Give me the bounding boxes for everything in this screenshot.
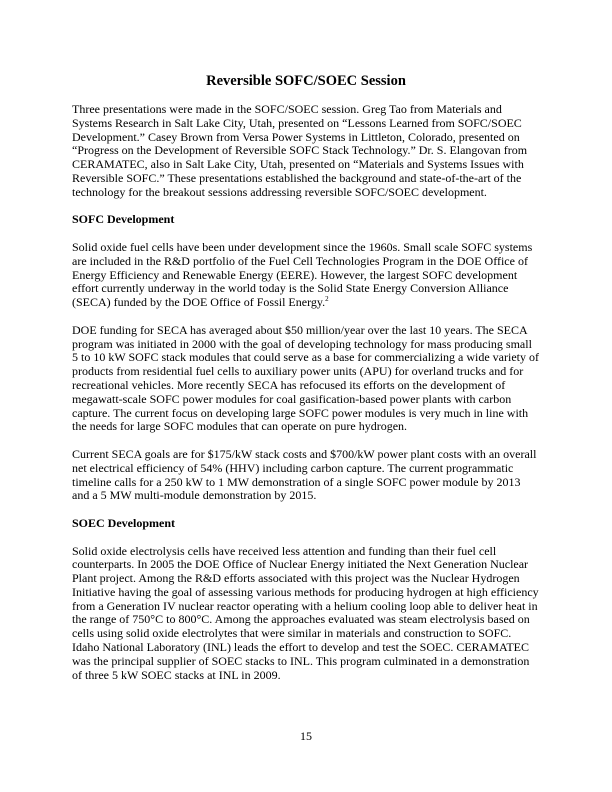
text-line: technology for the breakout sessions addressing reversible SOFC/SOEC development.	[72, 184, 487, 199]
sofc-paragraph-3	[72, 448, 552, 503]
text-line: cells using solid oxide electrolytes that were similar in materials and construction to SOFC.	[72, 626, 512, 641]
sofc-paragraph-2	[72, 324, 552, 434]
text-line: Reversible SOFC.” These presentations established the background and state-of-the-art of the	[72, 170, 522, 185]
text-line: program was initiated in 2000 with the goal of developing technology for mass producing small	[72, 336, 532, 351]
text-line: the needs for large SOFC modules that can operate on pure hydrogen.	[72, 419, 408, 434]
text-line: 5 to 10 kW SOFC stack modules that could serve as a base for commercializing a wide variety of	[72, 350, 539, 365]
text-line: Current SECA goals are for $175/kW stack costs and $700/kW power plant costs with an overall	[72, 446, 537, 461]
text-line: Systems Research in Salt Lake City, Utah, presented on “Lessons Learned from SOFC/SOEC	[72, 115, 522, 130]
text-line: Plant project. Among the R&D efforts associated with this project was the Nuclear Hydrogen	[72, 571, 520, 586]
text-line: effort currently underway in the world today is the Solid State Energy Conversion Alliance	[72, 281, 509, 296]
text-line: DOE funding for SECA has averaged about $50 million/year over the last 10 years. The SECA	[72, 322, 528, 337]
text-line: Development.” Casey Brown from Versa Power Systems in Littleton, Colorado, presented on	[72, 129, 520, 144]
text-line: recreational vehicles. More recently SECA has refocused its efforts on the development of	[72, 377, 506, 392]
text-line: “Progress on the Development of Reversible SOFC Stack Technology.” Dr. S. Elangovan from	[72, 143, 528, 158]
document-body	[72, 103, 552, 696]
text-line: capture. The current focus on developing large SOFC power modules is very much in line with	[72, 405, 529, 420]
footnote-reference: 2	[325, 295, 329, 304]
soec-paragraph-1	[72, 545, 552, 683]
text-line: Idaho National Laboratory (INL) leads the effort to develop and test the SOEC. CERAMATEC	[72, 640, 530, 655]
text-line: of three 5 kW SOEC stacks at INL in 2009.	[72, 667, 281, 682]
text-line: CERAMATEC, also in Salt Lake City, Utah, presented on “Materials and Systems Issues with	[72, 157, 524, 172]
text-line: (SECA) funded by the DOE Office of Fossil Energy.$^2$	[72, 295, 329, 310]
page-title: Reversible SOFC/SOEC Session	[206, 73, 406, 89]
section-heading-sofc: SOFC Development	[72, 212, 175, 227]
text-line: the range of 750°C to 800°C. Among the approaches evaluated was steam electrolysis based on	[72, 612, 530, 627]
text-line: are included in the R&D portfolio of the Fuel Cell Technologies Program in the DOE Office of	[72, 253, 528, 268]
text-line: was the principal supplier of SOEC stacks to INL. This program culminated in a demonstration	[72, 653, 530, 668]
section-heading-soec: SOEC Development	[72, 515, 175, 530]
text-line: megawatt-scale SOFC power modules for coal gasification-based power plants with carbon	[72, 391, 512, 406]
text-line: counterparts. In 2005 the DOE Office of Nuclear Energy initiated the Next Generation Nuclear	[72, 557, 529, 572]
page-number: 15	[300, 729, 312, 743]
intro-paragraph	[72, 103, 552, 200]
text-line: timeline calls for a 250 kW to 1 MW demonstration of a single SOFC power module by 2013	[72, 474, 521, 489]
text-line: products from residential fuel cells to auxiliary power units (APU) for overland trucks and for	[72, 364, 524, 379]
text-line: from a Generation IV nuclear reactor operating with a helium cooling loop able to deliver heat in	[72, 598, 538, 613]
text-line: Energy Efficiency and Renewable Energy (EERE). However, the largest SOFC development	[72, 267, 518, 282]
sofc-paragraph-1	[72, 241, 552, 310]
text-line: Solid oxide fuel cells have been under development since the 1960s. Small scale SOFC systems	[72, 239, 533, 254]
text-line: Solid oxide electrolysis cells have received less attention and funding than their fuel cell	[72, 543, 497, 558]
text-line: net electrical efficiency of 54% (HHV) including carbon capture. The current programmatic	[72, 460, 514, 475]
text-line: Three presentations were made in the SOFC/SOEC session. Greg Tao from Materials and	[72, 102, 502, 116]
text-line: Initiative having the goal of assessing various methods for producing hydrogen at high efficiency	[72, 584, 539, 599]
text-line: and a 5 MW multi-module demonstration by 2015.	[72, 488, 317, 503]
